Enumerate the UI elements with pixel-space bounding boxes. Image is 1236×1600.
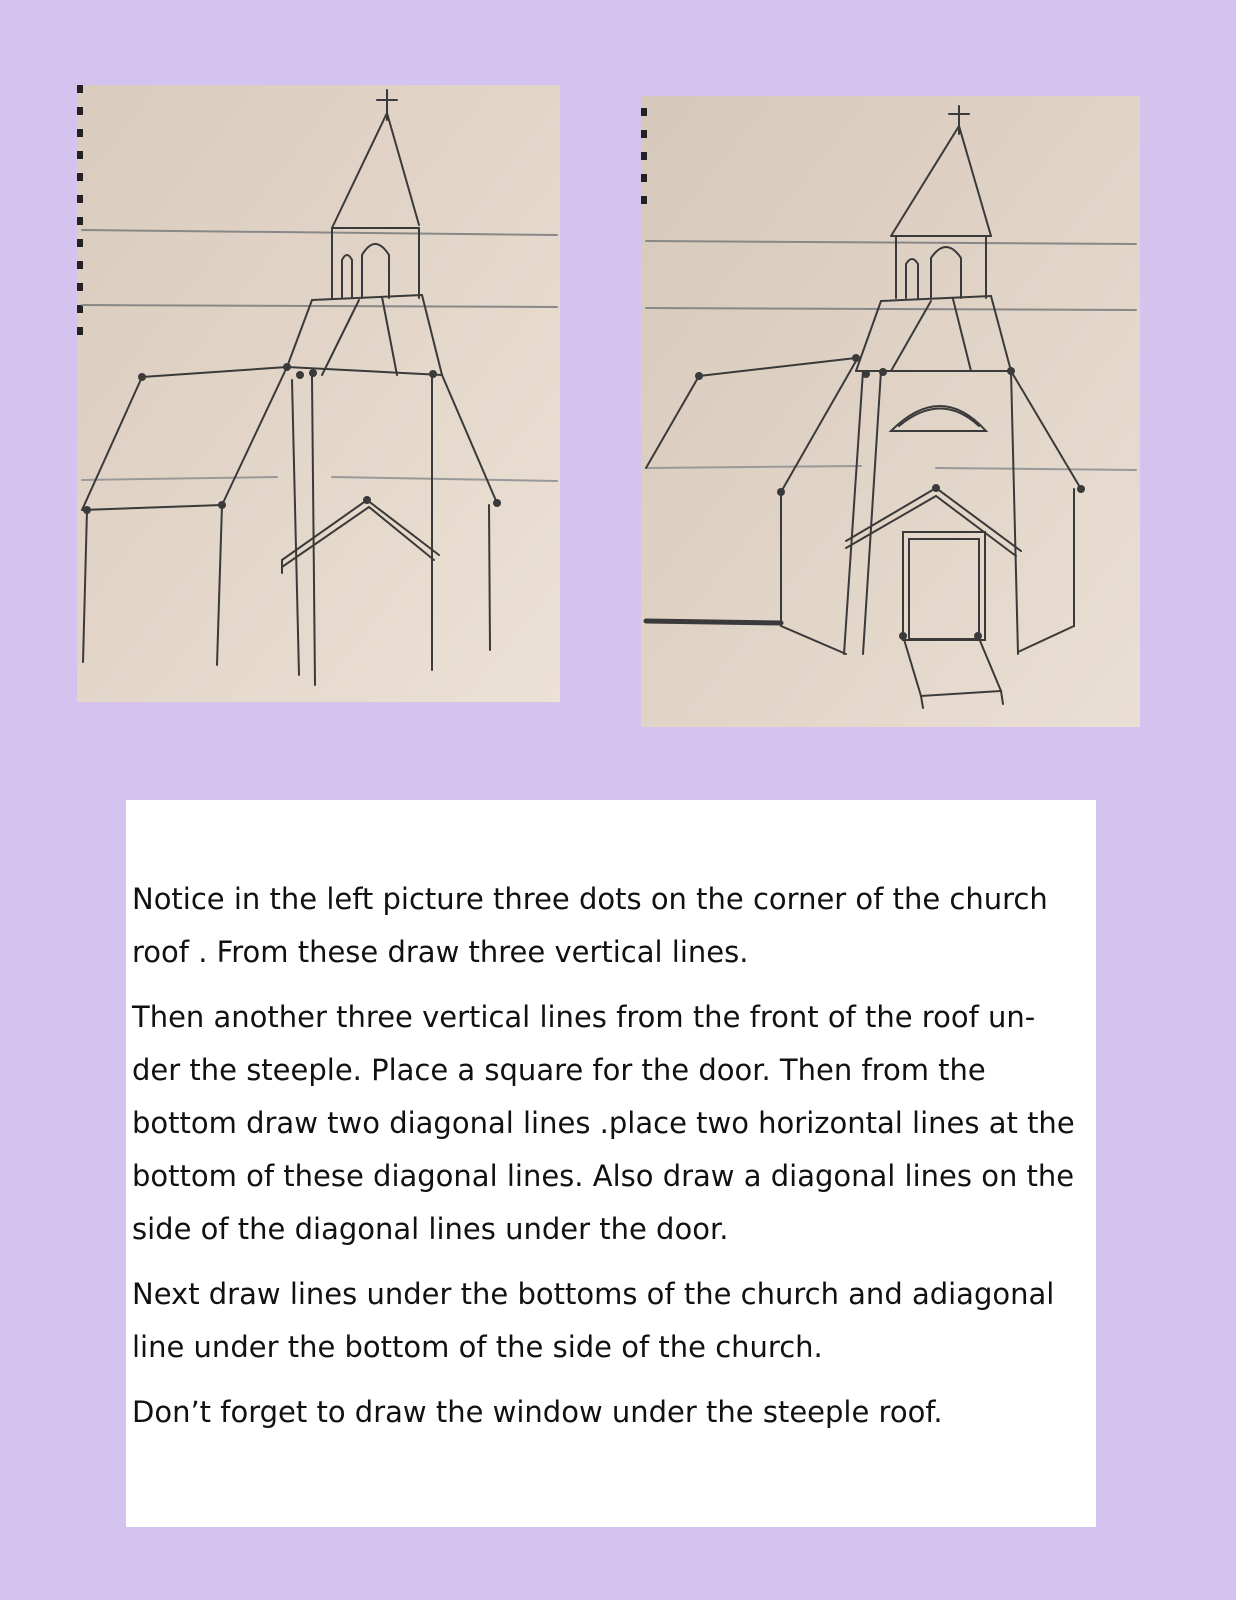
- instructions-box: [126, 800, 1096, 1527]
- church-sketch-right: [641, 96, 1140, 727]
- instruction-paragraph-2: Then another three vertical lines from the front of the roof un-der the steeple. Place a square for the door. Then from the bottom draw two diagonal lines .place two horizontal lines at the bottom of these diagonal lines. Also draw a diagonal lines on the side of the diagonal lines under the door.: [132, 1000, 1075, 1246]
- instruction-paragraph-1: Notice in the left picture three dots on the corner of the church roof . From these draw three vertical lines.: [132, 882, 1048, 969]
- instruction-paragraph-3: Next draw lines under the bottoms of the church and adiagonal line under the bottom of the side of the church.: [132, 1277, 1055, 1364]
- instruction-paragraph-4: Don’t forget to draw the window under the steeple roof.: [132, 1395, 943, 1429]
- right-sketch-photo: [641, 96, 1140, 727]
- left-sketch-photo: [77, 85, 560, 702]
- church-sketch-left: [77, 85, 560, 702]
